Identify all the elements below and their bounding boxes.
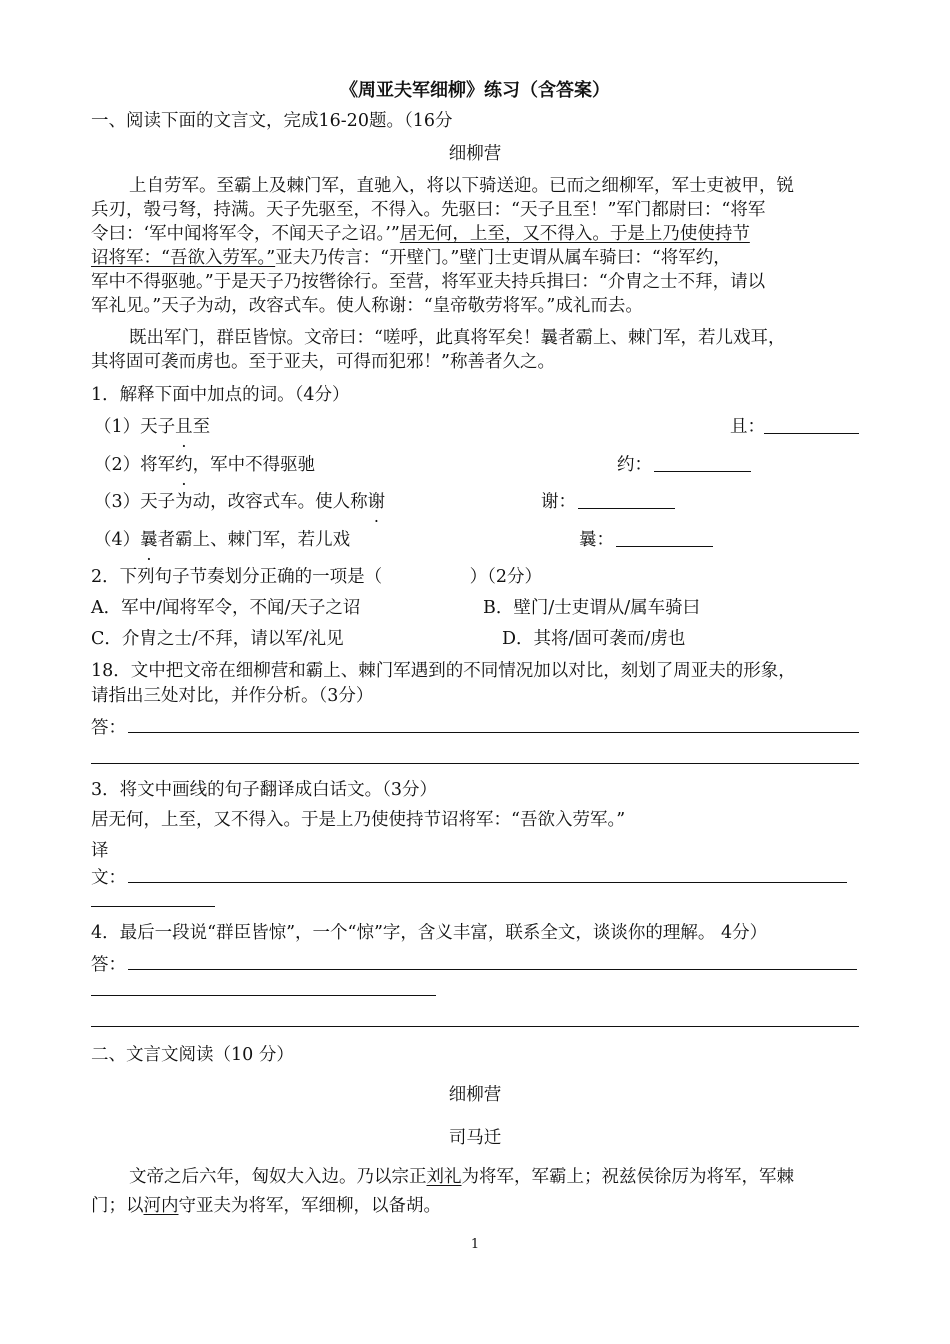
passage-text: 亚夫乃传言：“开壁门。”壁门士吏谓从属车骑曰：“将军约， [275, 248, 731, 268]
passage-line: 既出军门，群臣皆惊。文帝曰：“嗟呼，此真将军矣！曩者霸上、棘门军，若儿戏耳， [129, 328, 786, 348]
section2-author: 司马迁 [448, 1128, 502, 1148]
passage-line: 兵刃，彀弓弩，持满。天子先驱至，不得入。先驱曰：“天子且至！”军门都尉曰：“将军 [91, 200, 766, 220]
dotted-word: 曩 [140, 530, 158, 550]
answer-blank[interactable] [578, 508, 675, 509]
q1-item-text: ，军中不得驱驰 [192, 455, 316, 475]
question-4-heading: 4．最后一段说“群臣皆惊”，一个“惊”字，含义丰富，联系全文，谈谈你的理解。 4分） [91, 923, 768, 943]
passage-line: 军礼见。”天子为动，改容式车。使人称谢：“皇帝敬劳将军。”成礼而去。 [91, 296, 643, 316]
underlined-word: 河内 [143, 1196, 179, 1216]
q1-item-text: （3）天子为动，改容式车。使人称 [94, 492, 368, 512]
underlined-word: 刘礼 [426, 1167, 462, 1187]
translation-sentence: 居无何，上至，又不得入。于是上乃使使持节诏将军：“吾欲入劳军。” [91, 810, 626, 830]
section2-passage-line [91, 1192, 441, 1217]
q1-item-text: （4） [94, 530, 141, 550]
answer-line[interactable] [91, 1026, 859, 1027]
translation-label: 文： [91, 868, 126, 888]
option-a[interactable]: A．军中/闻将军令，不闻/天子之诏 [91, 598, 361, 618]
passage-text: 门；以 [91, 1196, 144, 1216]
page-number: 1 [470, 1237, 480, 1252]
underlined-sentence: 居无何，上至，又不得入。于是上乃使使持节 [399, 224, 750, 244]
section2-passage-line [129, 1163, 794, 1188]
q1-item [94, 488, 385, 513]
answer-label: 答： [91, 955, 126, 975]
answer-line[interactable] [91, 763, 859, 764]
section2-heading: 二、文言文阅读（10 分） [91, 1045, 294, 1065]
q1-item-text: （2）将军 [94, 455, 176, 475]
q1-item-text: 至 [192, 417, 211, 437]
answer-line[interactable] [128, 969, 857, 970]
q1-answer-label: 且： [730, 417, 765, 437]
answer-line[interactable] [128, 732, 859, 733]
dotted-word: 且 [175, 417, 193, 437]
passage-line: 军中不得驱驰。”于是天子乃按辔徐行。至营，将军亚夫持兵揖曰：“介胄之士不拜，请以 [91, 272, 766, 292]
option-c[interactable]: C．介胄之士/不拜，请以军/礼见 [91, 629, 344, 649]
underlined-sentence: 诏将军：“吾欲入劳军。” [91, 248, 276, 268]
passage-text: 守亚夫为将军，军细柳，以备胡。 [178, 1196, 441, 1216]
document-title: 《周亚夫军细柳》练习（含答案） [340, 80, 610, 101]
q1-item [94, 451, 315, 476]
question-18-line: 18．文中把文帝在细柳营和霸上、棘门军遇到的不同情况加以对比，刻划了周亚夫的形象， [91, 661, 796, 681]
q1-answer-label: 约： [617, 455, 652, 475]
text-title: 细柳营 [448, 144, 502, 164]
section1-heading: 一、阅读下面的文言文，完成16-20题。（16分 [91, 111, 453, 131]
passage-text: 为将军，军霸上；祝兹侯徐厉为将军，军棘 [461, 1167, 794, 1187]
question-2-heading: 2．下列句子节奏划分正确的一项是（ ）（2分） [91, 567, 543, 587]
translation-label: 译 [91, 841, 109, 861]
q1-answer-label: 曩： [579, 530, 614, 550]
section2-title: 细柳营 [448, 1085, 502, 1105]
passage-line [91, 220, 750, 245]
answer-line[interactable] [91, 906, 215, 907]
answer-line[interactable] [91, 995, 436, 996]
answer-blank[interactable] [764, 433, 859, 434]
question-1-heading: 1．解释下面中加点的词。（4分） [91, 385, 350, 405]
q1-answer-label: 谢： [541, 492, 576, 512]
passage-line [91, 244, 731, 269]
option-d[interactable]: D．其将/固可袭而/虏也 [502, 629, 686, 649]
passage-line: 上自劳军。至霸上及棘门军，直驰入，将以下骑送迎。已而之细柳军，军士吏被甲，锐 [129, 176, 794, 196]
q1-item [94, 526, 350, 551]
passage-text: 令曰：‘军中闻将军令，不闻天子之诏。’” [91, 224, 400, 244]
passage-line: 其将固可袭而虏也。至于亚夫，可得而犯邪！”称善者久之。 [91, 352, 555, 372]
answer-line[interactable] [128, 882, 847, 883]
q1-item-text: 者霸上、棘门军，若儿戏 [157, 530, 351, 550]
question-18-line: 请指出三处对比，并作分析。（3分） [91, 686, 374, 706]
answer-blank[interactable] [616, 546, 713, 547]
answer-blank[interactable] [654, 471, 751, 472]
question-3-heading: 3．将文中画线的句子翻译成白话文。（3分） [91, 780, 438, 800]
q1-item-text: （1）天子 [94, 417, 176, 437]
dotted-word: 谢 [367, 492, 386, 512]
option-b[interactable]: B．壁门/士吏谓从/属车骑曰 [483, 598, 701, 618]
q1-item [94, 413, 210, 438]
passage-text: 文帝之后六年，匈奴大入边。乃以宗正 [129, 1167, 427, 1187]
dotted-word: 约 [175, 455, 193, 475]
answer-label: 答： [91, 718, 126, 738]
